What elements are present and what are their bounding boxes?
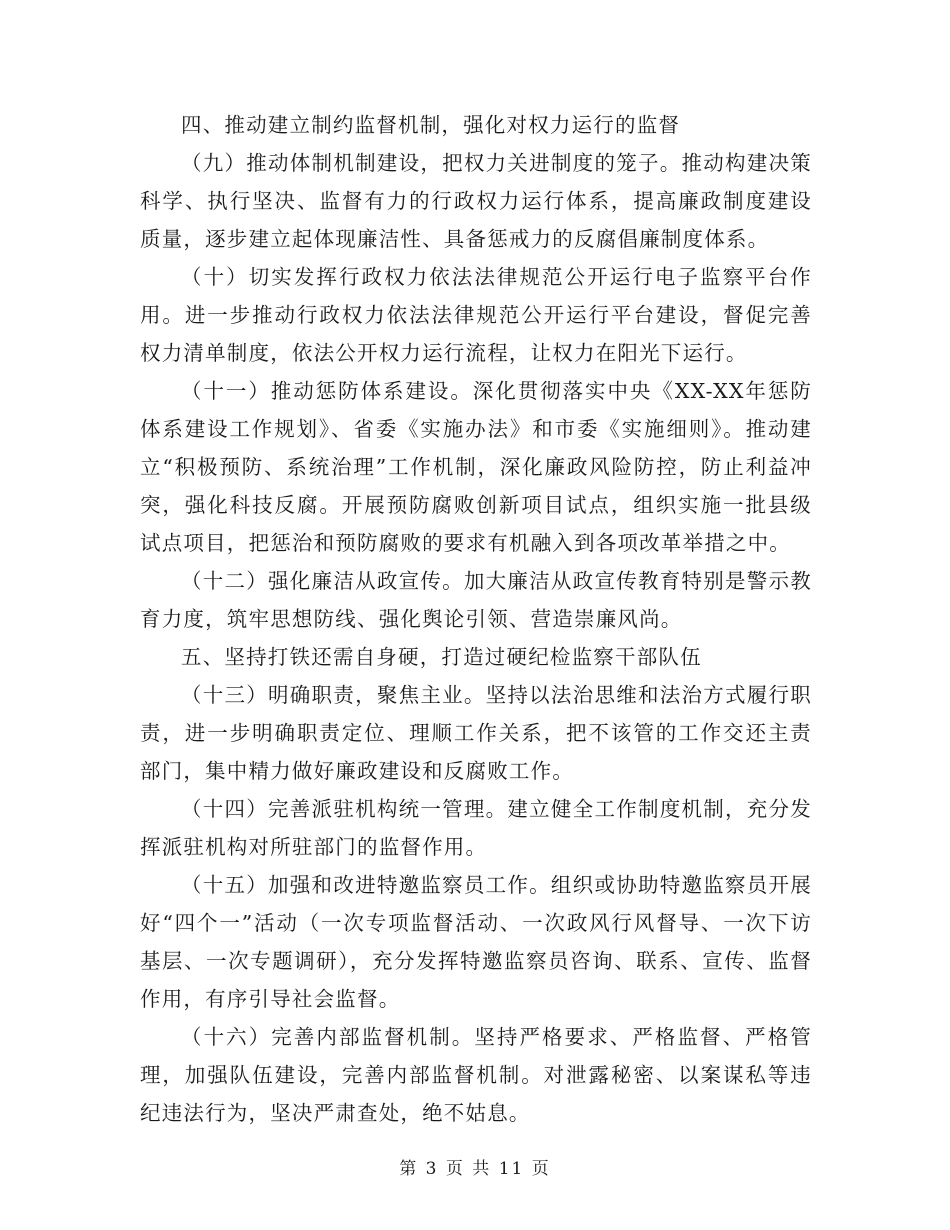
section-heading-4: 四、推动建立制约监督机制，强化对权力运行的监督 xyxy=(181,113,681,137)
paragraph-item-9: （九）推动体制机制建设，把权力关进制度的笼子。推动构建决策科学、执行坚决、监督有力的行政权力运行体系，提高廉政制度建设质量，逐步建立起体现廉洁性、具备惩戒力的反腐倡廉制度体系。 xyxy=(140,151,812,251)
paragraph-item-16: （十六）完善内部监督机制。坚持严格要求、严格监督、严格管理，加强队伍建设，完善内部监督机制。对泄露秘密、以案谋私等违纪违法行为，坚决严肃查处，绝不姑息。 xyxy=(140,1025,812,1125)
paragraph-item-14: （十四）完善派驻机构统一管理。建立健全工作制度机制，充分发挥派驻机构对所驻部门的监督作用。 xyxy=(140,797,812,859)
page-number-footer: 第 3 页 共 11 页 xyxy=(399,1159,551,1179)
paragraph-item-15: （十五）加强和改进特邀监察员工作。组织或协助特邀监察员开展好“四个一”活动（一次专项监督活动、一次政风行风督导、一次下访基层、一次专题调研），充分发挥特邀监察员咨询、联系、宣传、监督作用，有序引导社会监督。 xyxy=(140,873,812,1011)
paragraph-item-10: （十）切实发挥行政权力依法法律规范公开运行电子监察平台作用。进一步推动行政权力依法法律规范公开运行平台建设，督促完善权力清单制度，依法公开权力运行流程，让权力在阳光下运行。 xyxy=(140,265,812,365)
paragraph-item-13: （十三）明确职责，聚焦主业。坚持以法治思维和法治方式履行职责，进一步明确职责定位、理顺工作关系，把不该管的工作交还主责部门，集中精力做好廉政建设和反腐败工作。 xyxy=(140,683,812,783)
document-body xyxy=(140,106,812,1132)
section-heading-5: 五、坚持打铁还需自身硬，打造过硬纪检监察干部队伍 xyxy=(181,645,702,669)
paragraph-item-11: （十一）推动惩防体系建设。深化贯彻落实中央《XX-XX年惩防体系建设工作规划》、省委《实施办法》和市委《实施细则》。推动建立“积极预防、系统治理”工作机制，深化廉政风险防控，防止利益冲突，强化科技反腐。开展预防腐败创新项目试点，组织实施一批县级试点项目，把惩治和预防腐败的要求有机融入到各项改革举措之中。 xyxy=(140,379,812,555)
paragraph-item-12: （十二）强化廉洁从政宣传。加大廉洁从政宣传教育特别是警示教育力度，筑牢思想防线、强化舆论引领、营造崇廉风尚。 xyxy=(140,569,812,631)
